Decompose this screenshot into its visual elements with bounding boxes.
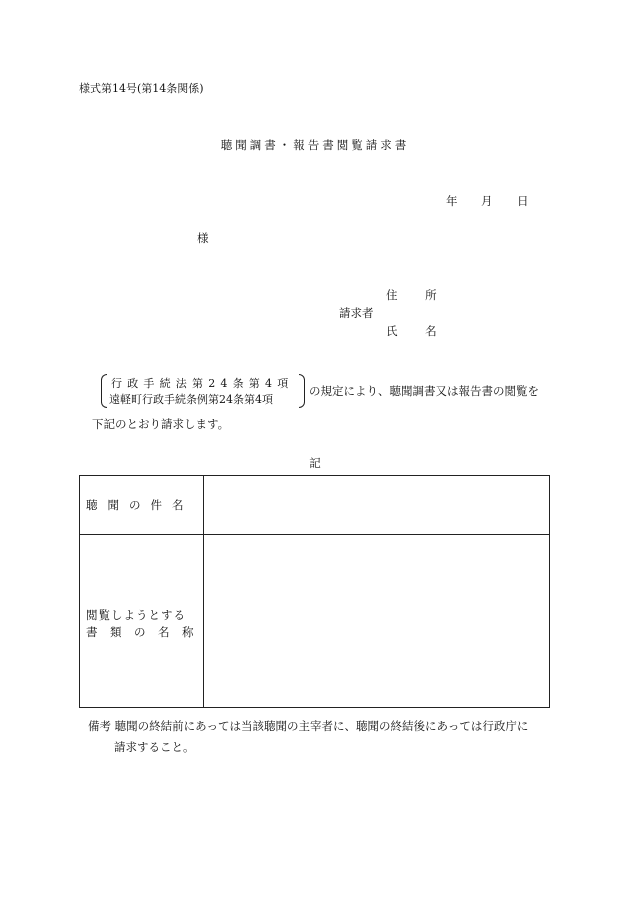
note-line-2: 請求すること。 — [114, 740, 195, 754]
date-day-label: 日 — [517, 194, 529, 208]
body-text-line-1: の規定により、聴聞調書又は報告書の閲覧を — [309, 384, 539, 398]
document-name-label-line-1: 閲覧しようとする — [86, 608, 186, 622]
form-number: 様式第14号(第14条関係) — [79, 82, 204, 95]
ki-heading: 記 — [309, 456, 321, 470]
legal-basis-option-2: 遠軽町行政手続条例第24条第4項 — [109, 393, 273, 406]
hearing-subject-label: 聴聞の件名 — [86, 498, 194, 512]
table-divider-vertical — [203, 476, 204, 707]
right-bracket — [299, 374, 305, 408]
legal-basis-option-1: 行政手続法第24条第4項 — [111, 377, 294, 390]
legal-basis-bracket — [101, 374, 305, 406]
left-bracket — [101, 374, 107, 408]
addressee-suffix: 様 — [197, 231, 209, 245]
body-text-line-2: 下記のとおり請求します。 — [92, 417, 230, 431]
address-label: 住 所 — [386, 288, 449, 302]
request-table — [79, 475, 550, 708]
note-line-1: 備考 聴聞の終結前にあっては当該聴聞の主宰者に、聴聞の終結後にあっては行政庁に — [88, 719, 529, 733]
document-name-label-line-2: 書類の名称 — [86, 625, 206, 639]
date-year-label: 年 — [446, 194, 458, 208]
date-month-label: 月 — [481, 194, 493, 208]
requester-label: 請求者 — [339, 306, 374, 320]
table-divider-horizontal — [80, 534, 549, 535]
name-label: 氏 名 — [386, 324, 449, 338]
document-title: 聴聞調書・報告書閲覧請求書 — [220, 138, 410, 152]
